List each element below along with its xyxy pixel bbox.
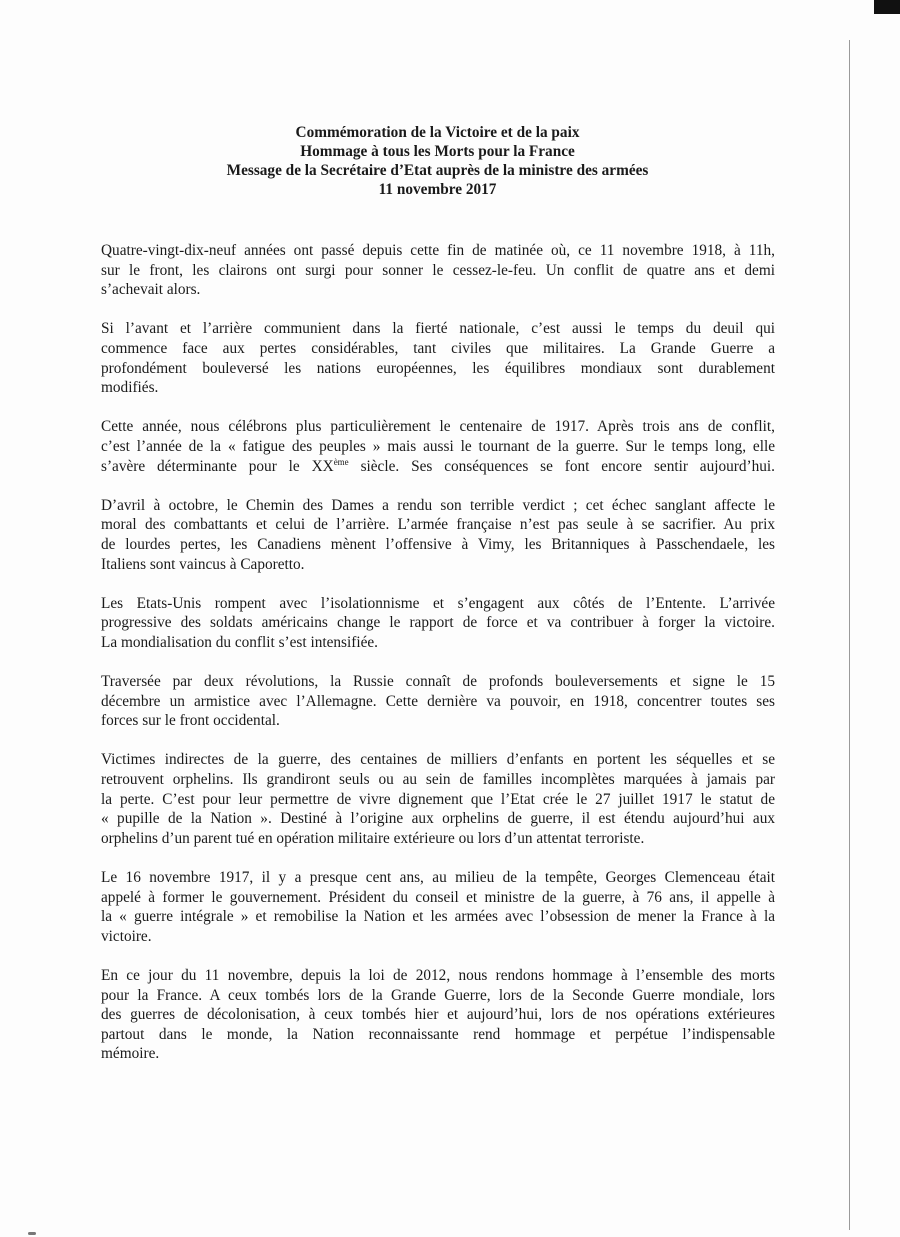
- superscript-eme: ème: [333, 456, 349, 467]
- document-heading: [100, 123, 775, 199]
- paragraph-line: profondément bouleversé les nations européennes, les équilibres mondiaux sont durablement: [101, 359, 775, 377]
- paragraph-line: Cette année, nous célébrons plus particulièrement le centenaire de 1917. Après trois ans de conflit,: [101, 418, 775, 436]
- paragraph-line-part: s’avère déterminante pour le XX: [101, 457, 334, 475]
- paragraph-6: [101, 672, 775, 731]
- paragraph-line: Italiens sont vaincus à Caporetto.: [101, 555, 305, 573]
- paragraph-4: [101, 496, 775, 574]
- paragraph-line: sur le front, les clairons ont surgi pour sonner le cessez-le-feu. Un conflit de quatre ans et demi: [101, 261, 775, 279]
- scan-edge-line: [849, 40, 850, 1230]
- paragraph-1: [101, 241, 775, 300]
- paragraph-line-part: siècle. Ses conséquences se font encore sentir aujourd’hui.: [348, 457, 775, 475]
- paragraph-line: appelé à former le gouvernement. Président du conseil et ministre de la guerre, à 76 ans, il appelle à: [101, 888, 775, 906]
- paragraph-line: D’avril à octobre, le Chemin des Dames a rendu son terrible verdict ; cet échec sanglant affecte le: [101, 496, 775, 514]
- paragraph-5: [101, 594, 775, 653]
- paragraph-line: progressive des soldats américains change le rapport de force et va contribuer à forger la victoire.: [101, 614, 775, 632]
- paragraph-line: La mondialisation du conflit s’est intensifiée.: [101, 633, 378, 651]
- paragraph-line: c’est l’année de la « fatigue des peuples » mais aussi le tournant de la guerre. Sur le temps long, elle: [101, 437, 775, 455]
- paragraph-line: moral des combattants et celui de l’arrière. L’armée française n’est pas seule à se sacrifier. Au prix: [101, 516, 775, 534]
- paragraph-line: la « guerre intégrale » et remobilise la Nation et les armées avec l’obsession de mener la France à la: [101, 908, 775, 926]
- paragraph-line: décembre un armistice avec l’Allemagne. Cette dernière va pouvoir, en 1918, concentrer toutes ses: [101, 692, 775, 710]
- paragraph-line: forces sur le front occidental.: [101, 712, 280, 730]
- heading-line-1: Commémoration de la Victoire et de la paix: [295, 124, 580, 141]
- paragraph-2: [101, 319, 775, 397]
- paragraph-line: pour la France. A ceux tombés lors de la Grande Guerre, lors de la Seconde Guerre mondiale, lors: [101, 986, 775, 1004]
- paragraph-line: commence face aux pertes considérables, tant civiles que militaires. La Grande Guerre a: [101, 339, 775, 357]
- paragraph-line: de lourdes pertes, les Canadiens mènent l’offensive à Vimy, les Britanniques à Passchendaele, les: [101, 535, 775, 553]
- paragraph-line: « pupille de la Nation ». Destiné à l’origine aux orphelins de guerre, il est étendu aujourd’hui aux: [101, 810, 775, 828]
- paragraph-line: des guerres de décolonisation, à ceux tombés hier et aujourd’hui, lors de nos opérations extérieures: [101, 1006, 775, 1024]
- paragraph-8: [101, 868, 775, 946]
- scan-corner-mark: [874, 0, 900, 14]
- paragraph-9: [101, 966, 775, 1064]
- heading-line-3: Message de la Secrétaire d’Etat auprès de la ministre des armées: [226, 162, 649, 179]
- paragraph-line: mémoire.: [101, 1045, 160, 1063]
- document-body: [101, 241, 775, 1084]
- heading-date: 11 novembre 2017: [378, 181, 497, 198]
- paragraph-line: Le 16 novembre 1917, il y a presque cent ans, au milieu de la tempête, Georges Clemenceau était: [101, 869, 775, 886]
- paragraph-line: Traversée par deux révolutions, la Russie connaît de profonds bouleversements et signe le 15: [101, 673, 775, 691]
- paragraph-line: modifiés.: [101, 379, 159, 397]
- paragraph-line: Quatre-vingt-dix-neuf années ont passé depuis cette fin de matinée où, ce 11 novembre 1918, à 11h,: [101, 242, 775, 259]
- paragraph-line: orphelins d’un parent tué en opération militaire extérieure ou lors d’un attentat terroriste.: [101, 829, 645, 847]
- heading-line-2: Hommage à tous les Morts pour la France: [300, 143, 575, 160]
- scan-edge-tick: [28, 1232, 36, 1235]
- paragraph-line: victoire.: [101, 927, 152, 945]
- paragraph-line: Victimes indirectes de la guerre, des centaines de milliers d’enfants en portent les séquelles et se: [101, 751, 775, 769]
- paragraph-line: s’achevait alors.: [101, 281, 201, 299]
- paragraph-7: [101, 750, 775, 848]
- paragraph-3: [101, 417, 775, 476]
- paragraph-line: [101, 457, 775, 477]
- paragraph-line: la perte. C’est pour leur permettre de vivre dignement que l’Etat crée le 27 juillet 1917 le statut de: [101, 790, 775, 808]
- paragraph-line: Si l’avant et l’arrière communient dans la fierté nationale, c’est aussi le temps du deuil qui: [101, 320, 775, 338]
- paragraph-line: partout dans le monde, la Nation reconnaissante rend hommage et perpétue l’indispensable: [101, 1025, 775, 1043]
- paragraph-line: retrouvent orphelins. Ils grandiront seuls ou au sein de familles incomplètes marquées à jamais par: [101, 771, 775, 789]
- paragraph-line: Les Etats-Unis rompent avec l’isolationnisme et s’engagent aux côtés de l’Entente. L’arrivée: [101, 594, 775, 612]
- paragraph-line: En ce jour du 11 novembre, depuis la loi de 2012, nous rendons hommage à l’ensemble des morts: [101, 966, 775, 984]
